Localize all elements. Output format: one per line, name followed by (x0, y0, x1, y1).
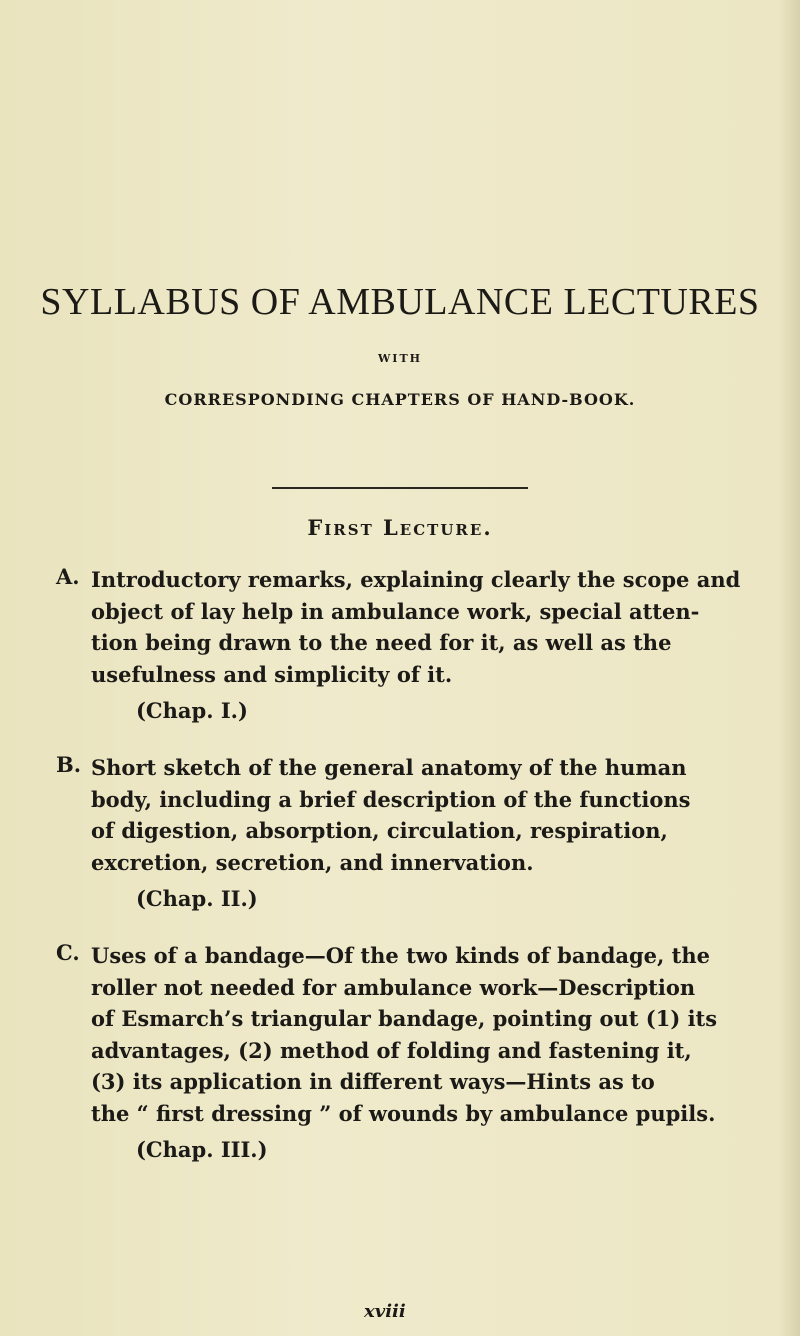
syllabus-item-a (56, 564, 772, 727)
page-number: xviii (364, 1301, 406, 1322)
syllabus-item-c (56, 940, 772, 1166)
title-connector: WITH (377, 352, 423, 365)
item-letter: B. (56, 752, 82, 777)
page-title: SYLLABUS OF AMBULANCE LECTURES (40, 281, 760, 323)
item-letter: A. (56, 564, 80, 589)
lecture-heading: First Lecture. (307, 515, 493, 540)
item-letter: C. (56, 940, 80, 965)
item-text: Uses of a bandage—Of the two kinds of bandage, the roller not needed for ambulance work—Description of Esmarch’s triangular bandage, pointing out (1) its advantages, (2) method of folding and fastening it, (3) its application in different ways—Hints as to the “ first dressing ” of wounds by ambulance pupils. (91, 943, 718, 1126)
page-edge-shadow (778, 0, 800, 1336)
page-subtitle: CORRESPONDING CHAPTERS OF HAND-BOOK. (164, 390, 636, 409)
item-text: Short sketch of the general anatomy of the human body, including a brief description of the functions of digestion, absorption, circulation, respiration, excretion, secretion, and innervation. (91, 755, 691, 875)
divider-rule (272, 487, 528, 489)
item-text: Introductory remarks, explaining clearly the scope and object of lay help in ambulance work, special atten- tion being drawn to the need for it, as well as the usefulness and simplicity of it. (91, 567, 741, 687)
chapter-reference: (Chap. III.) (136, 1137, 268, 1162)
chapter-reference: (Chap. I.) (136, 698, 248, 723)
chapter-reference: (Chap. II.) (136, 886, 258, 911)
syllabus-item-b (56, 752, 772, 915)
